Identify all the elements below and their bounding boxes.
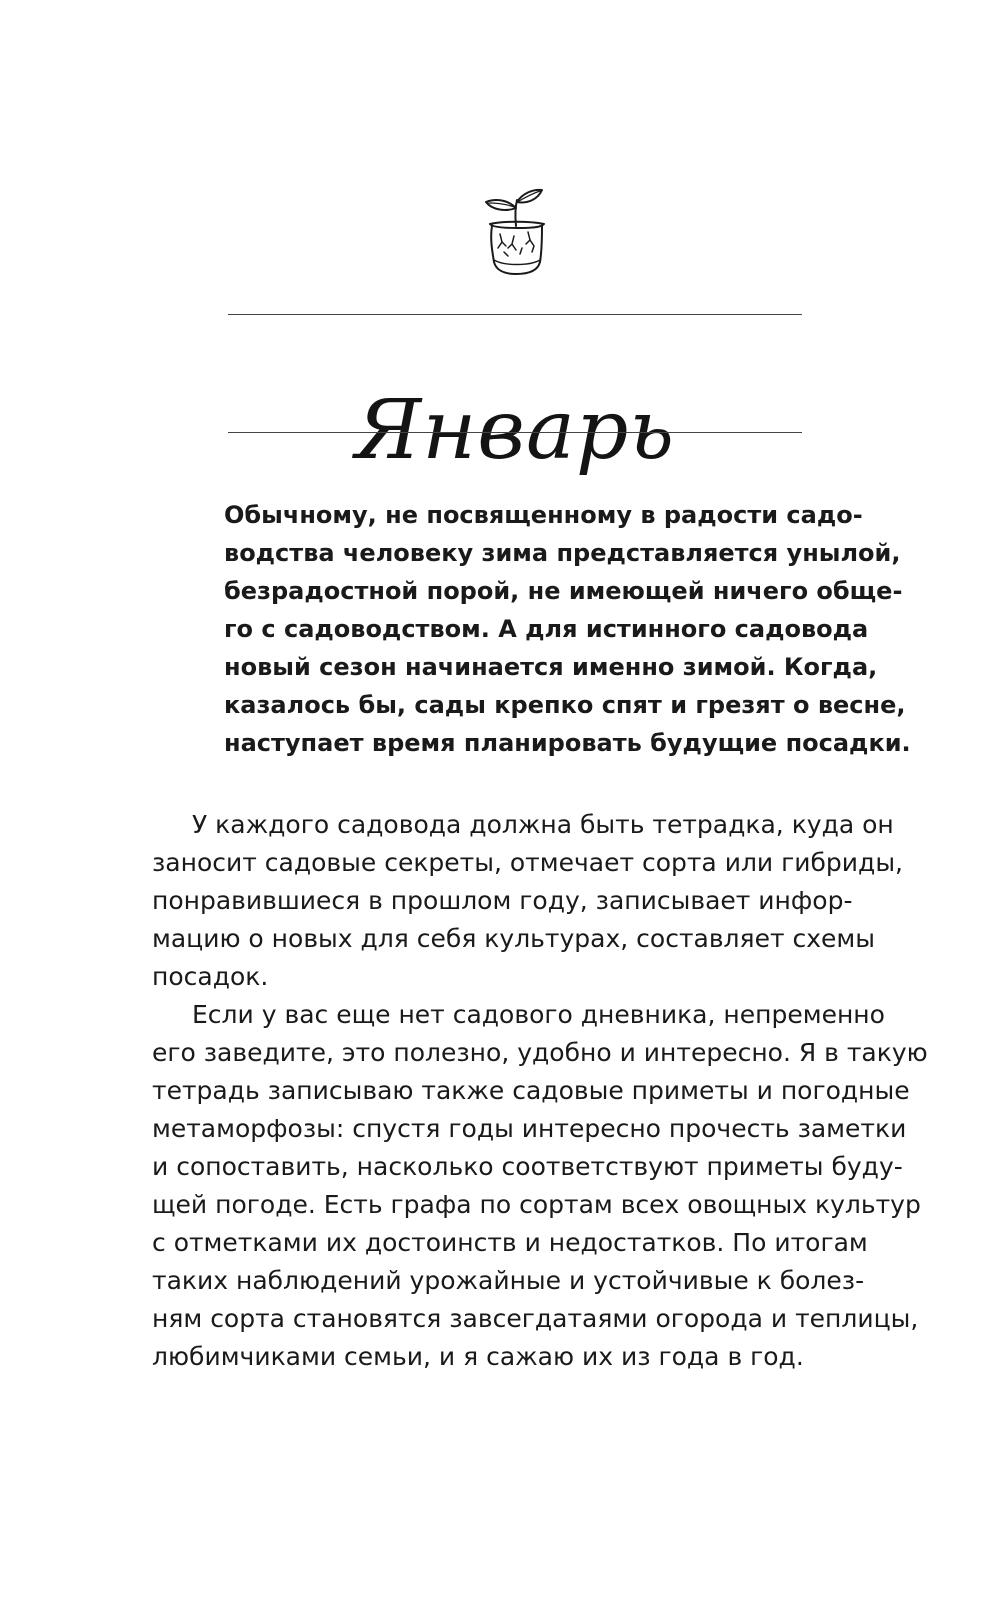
body-line: таких наблюдений урожайные и устойчивые к болез-	[152, 1266, 865, 1295]
body-text	[152, 806, 928, 1376]
title-rule-bottom	[228, 432, 802, 433]
lead-line: водства человеку зима представляется унылой,	[224, 539, 901, 567]
body-line: тетрадь записываю также садовые приметы и погодные	[152, 1076, 910, 1105]
body-line: заносит садовые секреты, отмечает сорта или гибриды,	[152, 848, 904, 877]
body-paragraph-1	[152, 806, 904, 996]
lead-paragraph	[224, 496, 911, 762]
lead-line: наступает время планировать будущие посадки.	[224, 729, 911, 757]
body-line: посадок.	[152, 962, 269, 991]
seedling-pot-icon	[478, 186, 554, 278]
body-paragraph-2	[152, 996, 928, 1376]
lead-line: Обычному, не посвященному в радости садо-	[224, 501, 863, 529]
body-line: ням сорта становятся завсегдатаями огорода и теплицы,	[152, 1304, 919, 1333]
body-line: любимчиками семьи, и я сажаю их из года в год.	[152, 1342, 804, 1371]
lead-line: го с садоводством. А для истинного садовода	[224, 615, 869, 643]
title-rule-top	[228, 314, 802, 315]
body-line: щей погоде. Есть графа по сортам всех овощных культур	[152, 1190, 921, 1219]
chapter-title: Январь	[355, 382, 675, 478]
lead-line: казалось бы, сады крепко спят и грезят о весне,	[224, 691, 906, 719]
lead-line: новый сезон начинается именно зимой. Когда,	[224, 653, 878, 681]
body-line: его заведите, это полезно, удобно и интересно. Я в такую	[152, 1038, 928, 1067]
body-line: метаморфозы: спустя годы интересно прочесть заметки	[152, 1114, 907, 1143]
body-line: У каждого садовода должна быть тетрадка, куда он	[192, 810, 894, 839]
body-line: Если у вас еще нет садового дневника, непременно	[192, 1000, 885, 1029]
body-line: понравившиеся в прошлом году, записывает инфор-	[152, 886, 853, 915]
body-line: и сопоставить, насколько соответствуют приметы буду-	[152, 1152, 903, 1181]
body-line: мацию о новых для себя культурах, составляет схемы	[152, 924, 875, 953]
lead-line: безрадостной порой, не имеющей ничего обще-	[224, 577, 903, 605]
body-line: с отметками их достоинств и недостатков. По итогам	[152, 1228, 868, 1257]
